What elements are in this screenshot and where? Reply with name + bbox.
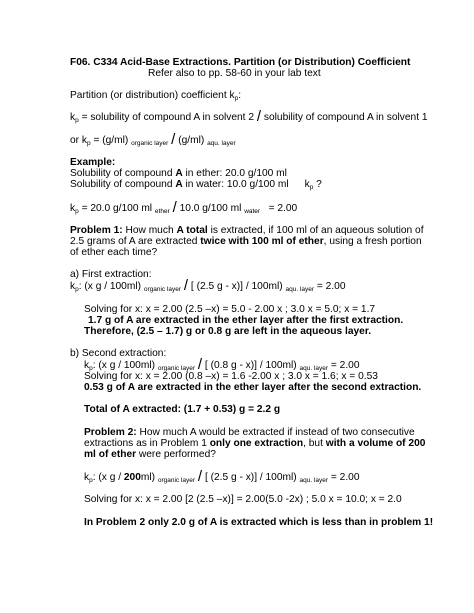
problem2-line1: Problem 2: How much A would be extracted if instead of two consecutive: [84, 427, 415, 438]
kp-definition: $k_p$ = solubility of compound A in solvent 2 / solubility of compound A in solvent 1: [70, 108, 428, 125]
second-extraction-equation: $k_p$: (x g / 100ml) $_{organic layer}$ / [ (0.8 g - x)] / 100ml) $_{aqu. layer}$ = 2.00: [84, 356, 360, 373]
second-extraction-label: b) Second extraction:: [70, 348, 167, 359]
problem2-solve: Solving for x: x = 2.00 [2 (2.5 –x)] = 2.00(5.0 -2x) ; 5.0 x = 10.0; x = 2.0: [84, 494, 402, 505]
page-title: F06. C334 Acid-Base Extractions. Partition (or Distribution) Coefficient: [70, 57, 411, 68]
first-extraction-label: a) First extraction:: [70, 269, 152, 280]
second-extraction-solve: Solving for x: x = 2.00 (0.8 –x) = 1.6 -2.00 x ; 3.0 x = 1.6; x = 0.53: [84, 371, 378, 382]
problem2-line2: extractions as in Problem 1 only one extraction, but with a volume of 200: [84, 438, 426, 449]
first-extraction-equation: $k_p$: (x g / 100ml) $_{organic layer}$ / [ (2.5 g - x)] / 100ml) $_{aqu. layer}$ = 2.00: [70, 277, 346, 294]
first-extraction-result: 1.7 g of A are extracted in the ether layer after the first extraction.: [88, 315, 404, 326]
example-line-ether: Solubility of compound A in ether: 20.0 g/100 ml: [70, 168, 287, 179]
definition-intro: Partition (or distribution) coefficient $k_p$:: [70, 90, 242, 102]
problem1-line1: Problem 1: How much A total is extracted, if 100 ml of an aqueous solution of: [70, 225, 424, 236]
first-extraction-remaining: Therefore, (2.5 – 1.7) g or 0.8 g are left in the aqueous layer.: [84, 326, 372, 337]
example-line-water: Solubility of compound A in water: 10.0 g/100 ml $k_p$ ?: [70, 179, 322, 191]
kp-units: or $k_p = (g/ml)$ $_{organic layer}$ / (g/ml) $_{aqu. layer}$: [70, 131, 236, 148]
example-heading: Example:: [70, 157, 116, 168]
page-subtitle: Refer also to pp. 58-60 in your lab text: [148, 68, 321, 79]
first-extraction-solve: Solving for x: x = 2.00 (2.5 –x) = 5.0 - 2.00 x ; 3.0 x = 5.0; x = 1.7: [84, 304, 376, 315]
example-calculation: $k_p = 20.0$ g/100 ml $_{ether}$ / 10.0 g/100 ml $_{water}$ = 2.00: [70, 199, 298, 216]
problem1-line2: 2.5 grams of A are extracted twice with 100 ml of ether, using a fresh portion: [70, 236, 422, 247]
total-extracted: Total of A extracted: (1.7 + 0.53) g = 2.2 g: [84, 404, 281, 415]
problem2-line3: ml of ether were performed?: [84, 449, 216, 460]
problem2-equation: $k_p$: (x g / 200ml) $_{organic layer}$ / [ (2.5 g - x)] / 100ml) $_{aqu. layer}$ = 2.00: [84, 468, 360, 485]
problem2-conclusion: In Problem 2 only 2.0 g of A is extracted which is less than in problem 1!: [84, 517, 434, 528]
problem1-line3: of ether each time?: [70, 247, 158, 258]
second-extraction-result: 0.53 g of A are extracted in the ether layer after the second extraction.: [84, 382, 422, 393]
